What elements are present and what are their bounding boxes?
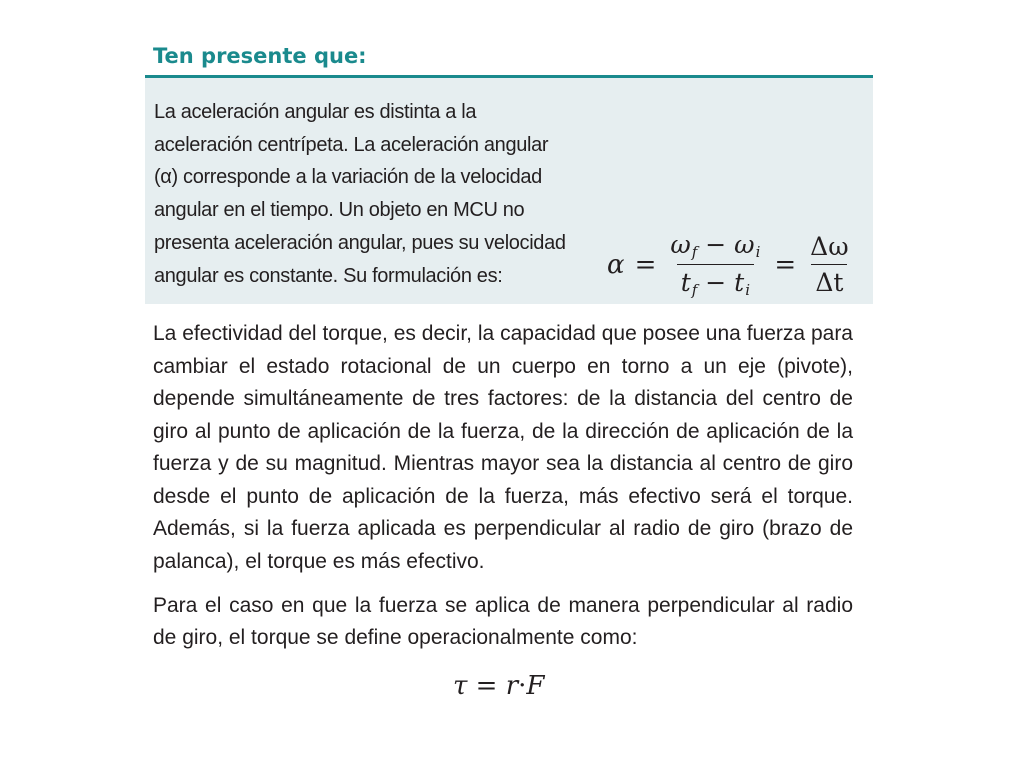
note-box bbox=[145, 78, 873, 304]
section-heading: Ten presente que: bbox=[153, 44, 367, 68]
equals-sign: = bbox=[475, 671, 498, 701]
torque-formula bbox=[453, 671, 544, 701]
equals-sign: = bbox=[774, 249, 797, 280]
fraction-denominator bbox=[677, 264, 754, 299]
omega-symbol: ω bbox=[670, 230, 691, 259]
delta-fraction bbox=[806, 232, 852, 297]
note-line: aceleración centrípeta. La aceleración angular bbox=[154, 133, 549, 156]
paragraph-torque-definition: Para el caso en que la fuerza se aplica de manera perpendicular al radio de giro, el torque se define operacionalmente como: bbox=[153, 594, 853, 649]
subscript: f bbox=[691, 243, 698, 261]
note-line: angular es constante. Su formulación es: bbox=[154, 264, 503, 287]
fraction-numerator bbox=[666, 230, 764, 264]
equals-sign: = bbox=[634, 249, 657, 280]
minus-sign: − bbox=[705, 268, 727, 297]
subscript: f bbox=[691, 281, 698, 299]
note-line: La aceleración angular es distinta a la bbox=[154, 101, 477, 123]
note-line: presenta aceleración angular, pues su velocidad bbox=[154, 231, 566, 254]
dot-operator: · bbox=[518, 671, 527, 701]
minus-sign: − bbox=[705, 230, 727, 259]
subscript: i bbox=[755, 243, 761, 261]
note-line: (α) corresponde a la variación de la velocidad bbox=[154, 166, 542, 189]
note-text bbox=[154, 96, 614, 292]
omega-symbol: ω bbox=[734, 230, 755, 259]
omega-fraction bbox=[666, 230, 764, 299]
time-symbol: t bbox=[680, 268, 691, 297]
time-symbol: t bbox=[734, 268, 745, 297]
radius-symbol: r bbox=[505, 671, 519, 701]
note-line: angular en el tiempo. Un objeto en MCU no bbox=[154, 199, 525, 222]
fraction-numerator: Δω bbox=[810, 232, 849, 261]
force-symbol: F bbox=[526, 671, 545, 701]
alpha-symbol: α bbox=[607, 249, 625, 280]
angular-acceleration-formula bbox=[607, 230, 853, 299]
tau-symbol: τ bbox=[453, 671, 468, 701]
paragraph-torque-effectiveness: La efectividad del torque, es decir, la capacidad que posee una fuerza para cambiar el estado rotacional de un cuerpo en torno a un eje (pivote), depende simultáneamente de tres factores: de la distancia del centro de giro al punto de aplicación de la fuerza, de la dirección de aplicación de la fuerza y de su magnitud. Mientras mayor sea la distancia al centro de giro desde el punto de aplicación de la fuerza, más efectivo será el torque. Además, si la fuerza aplicada es perpendicular al radio de giro (brazo de palanca), el torque es más efectivo. bbox=[153, 322, 853, 573]
subscript: i bbox=[745, 281, 751, 299]
fraction-denominator: Δt bbox=[811, 264, 847, 297]
